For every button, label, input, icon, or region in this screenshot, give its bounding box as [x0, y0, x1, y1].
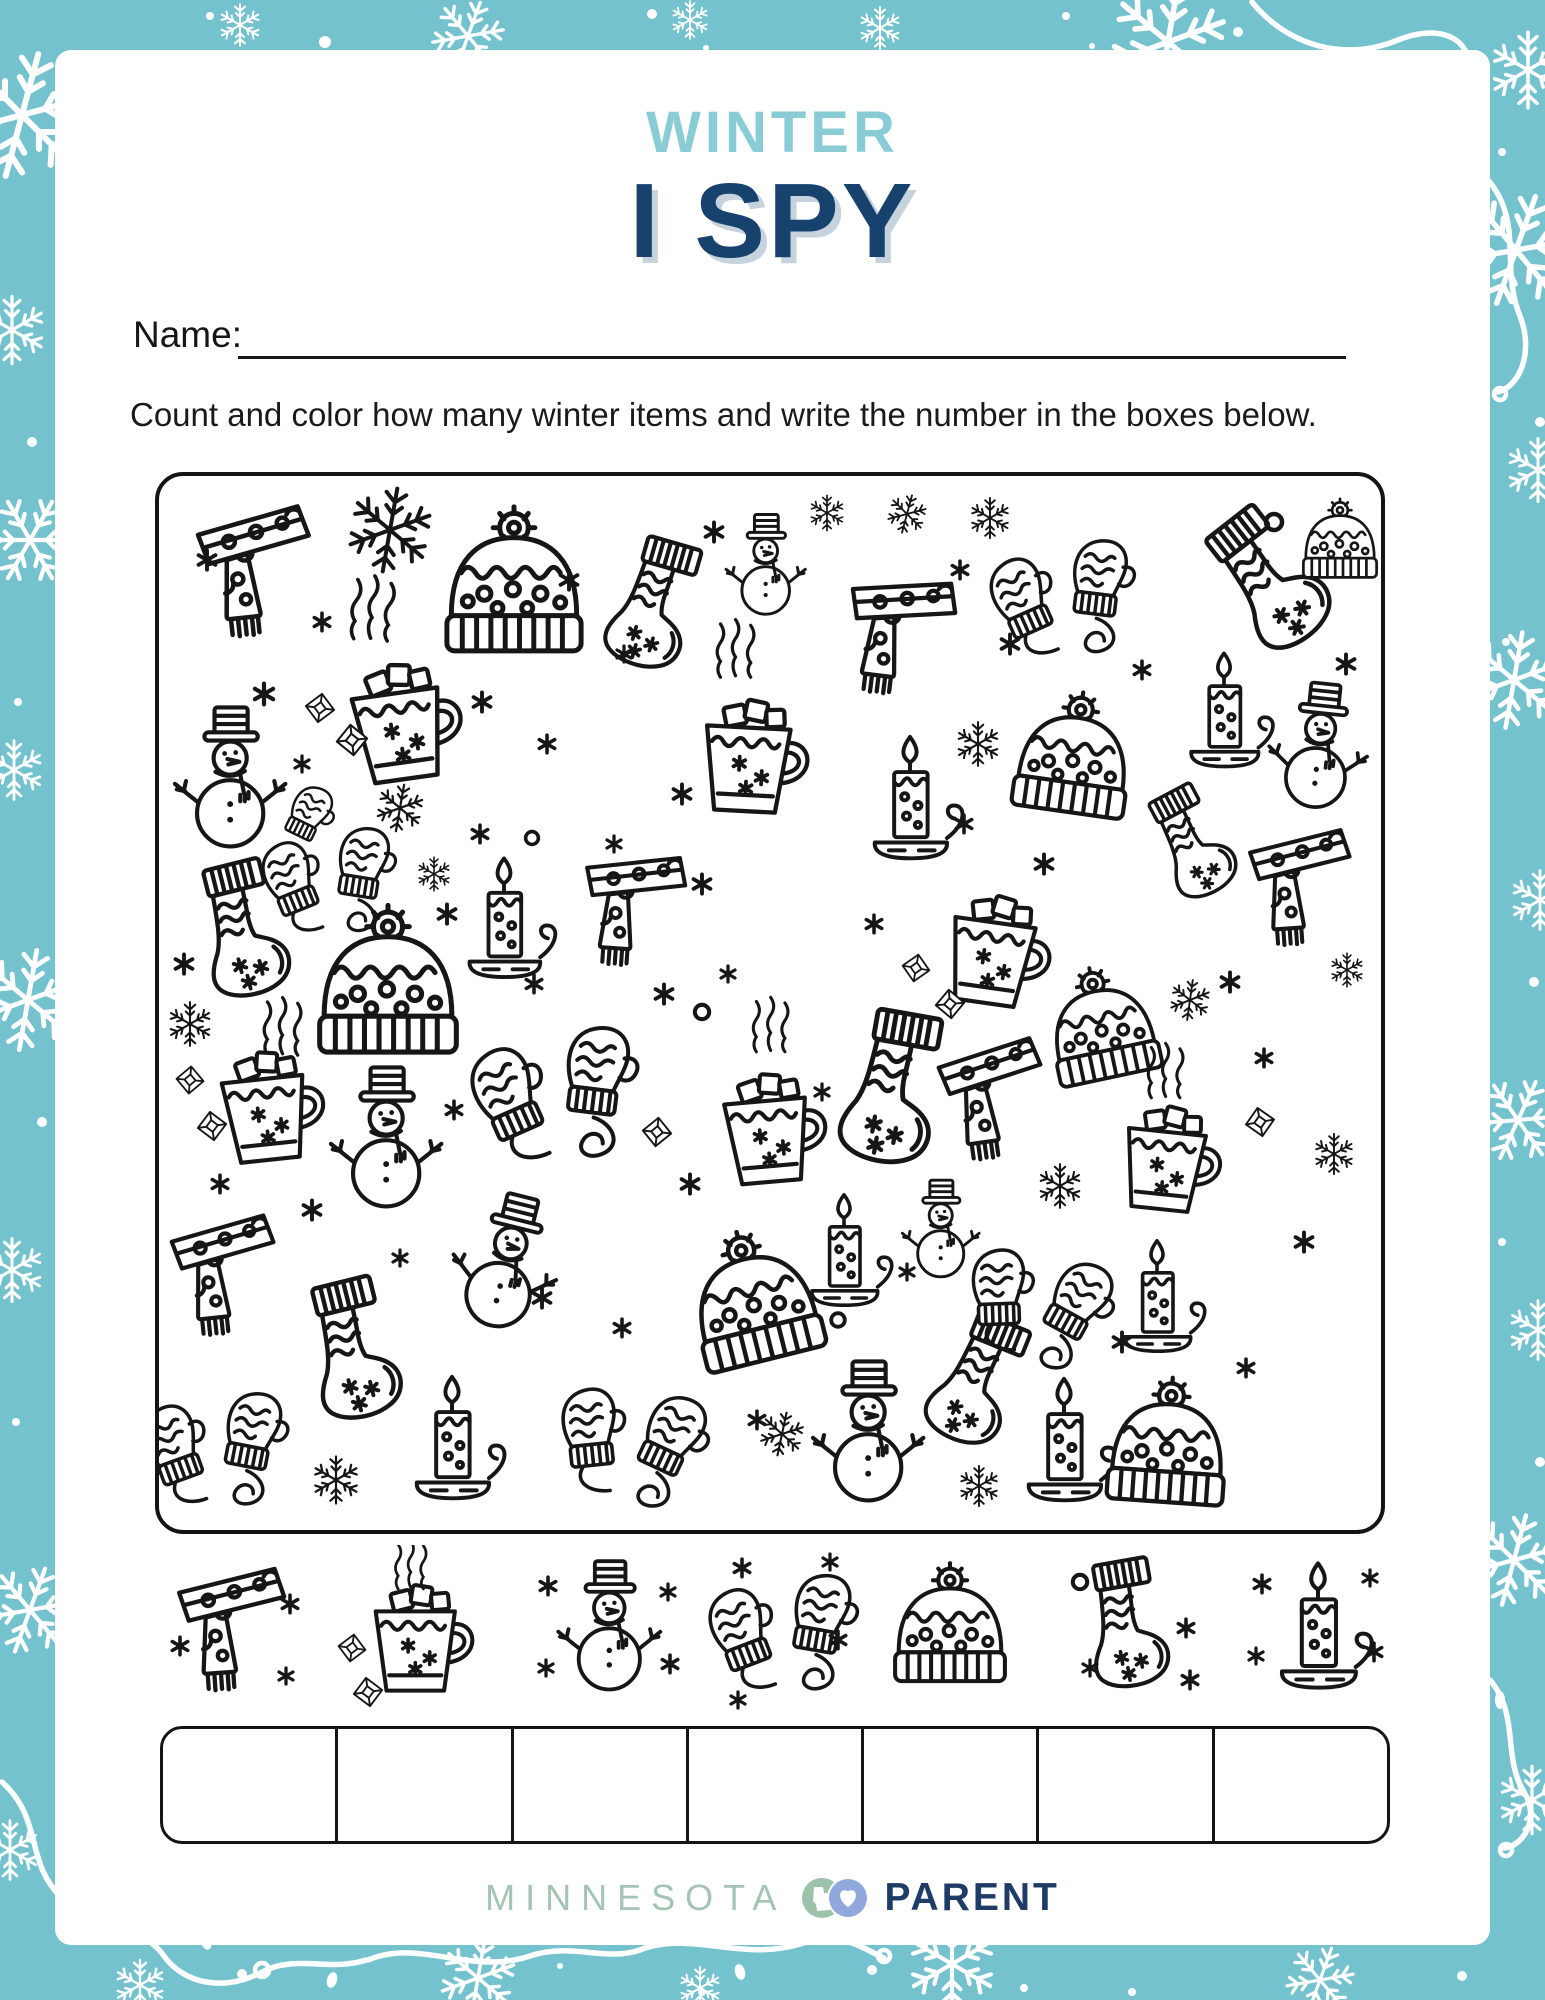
doodle-scarf: [936, 1037, 1052, 1163]
doodle-hat: [895, 1563, 1005, 1681]
doodle-hat: [1011, 685, 1139, 820]
doodle-dot: [695, 1005, 709, 1019]
doodle-star: [1222, 972, 1239, 991]
doodle-flake: [417, 857, 450, 891]
doodle-flake: [1038, 1164, 1081, 1208]
doodle-star: [314, 613, 329, 631]
doodle-star: [1338, 654, 1355, 673]
doodle-star: [176, 954, 193, 973]
doodle-flake: [970, 498, 1010, 538]
border-dot: [1457, 1971, 1467, 1981]
doodle-sock: [919, 1306, 1036, 1452]
doodle-star: [526, 975, 541, 993]
doodle-star: [607, 836, 621, 852]
doodle-snowman: [1263, 679, 1374, 812]
doodle-star: [694, 874, 711, 893]
doodle-flake: [373, 781, 427, 835]
doodle-hat: [677, 1217, 827, 1374]
page-title: [0, 100, 1545, 280]
doodle-steam: [264, 998, 301, 1056]
doodle-star: [706, 522, 723, 541]
doodle-dot: [1073, 1575, 1087, 1589]
doodle-steam: [396, 1545, 427, 1589]
doodle-star: [255, 684, 273, 705]
doodle-star: [1296, 1232, 1313, 1251]
doodle-sock: [836, 1006, 949, 1169]
instructions-text: Count and color how many winter items and write the number in the boxes below.: [130, 396, 1317, 433]
puzzle-scene: [159, 476, 1385, 1534]
doodle-star: [172, 1637, 187, 1655]
border-dot: [557, 1963, 563, 1969]
doodle-candle: [875, 737, 963, 858]
doodle-snowman: [439, 1184, 574, 1338]
doodle-star: [1256, 1049, 1271, 1067]
doodle-star: [279, 1668, 293, 1684]
doodle-snowman: [813, 1361, 923, 1500]
puzzle-box: [155, 472, 1385, 1534]
doodle-flake: [1330, 953, 1363, 987]
doodle-mitten: [282, 781, 343, 846]
doodle-star: [539, 1660, 553, 1676]
border-dot: [37, 1117, 47, 1127]
border-dot: [1233, 27, 1243, 37]
doodle-scarf: [170, 1215, 282, 1338]
doodle-star: [662, 1655, 677, 1673]
doodle-star: [1238, 1359, 1253, 1377]
border-teardrop: [1495, 1691, 1505, 1709]
doodle-star: [474, 692, 491, 711]
doodle-scarf: [1249, 830, 1355, 947]
doodle-star: [614, 1319, 629, 1337]
doodle-star: [952, 561, 967, 579]
doodle-flake: [168, 1002, 211, 1046]
doodle-diamond: [304, 692, 336, 724]
doodle-mug: [703, 697, 811, 814]
border-dot: [1020, 1984, 1028, 1992]
doodle-sock: [600, 532, 707, 675]
answer-box-sock[interactable]: [1039, 1729, 1214, 1841]
doodle-star: [1254, 1575, 1269, 1593]
doodle-scarf: [581, 852, 687, 969]
border-dot: [1089, 43, 1095, 49]
border-dot: [1529, 977, 1539, 987]
doodle-diamond: [196, 1110, 228, 1142]
border-dot: [27, 437, 37, 447]
doodle-flake: [1168, 977, 1213, 1022]
doodle-star: [823, 1554, 837, 1570]
doodle-candle: [1029, 1379, 1117, 1500]
doodle-candle: [812, 1195, 892, 1305]
doodle-scarf: [196, 506, 318, 640]
doodle-mug: [348, 656, 468, 785]
doodle-star: [1036, 854, 1053, 873]
doodle-mug: [722, 1069, 830, 1185]
doodle-star: [900, 1264, 914, 1280]
doodle-mittens: [700, 1566, 872, 1698]
doodle-flake: [956, 722, 999, 766]
doodle-candle: [1282, 1563, 1372, 1687]
doodle-mittens: [159, 1385, 301, 1511]
minnesota-parent-logo-icon: [800, 1874, 870, 1922]
doodle-snowman: [331, 1067, 441, 1206]
doodle-flake: [342, 481, 438, 578]
doodle-steam: [753, 997, 788, 1051]
doodle-star: [472, 825, 487, 843]
border-dot: [1502, 638, 1510, 646]
logo-word-parent: PARENT: [884, 1876, 1060, 1919]
doodle-sock: [297, 1274, 407, 1425]
doodle-star: [1249, 1648, 1263, 1664]
doodle-star: [682, 1174, 699, 1193]
doodle-flake: [810, 495, 845, 530]
doodle-star: [656, 984, 673, 1003]
doodle-candle: [470, 858, 556, 977]
doodle-snowman: [175, 707, 285, 846]
doodle-star: [212, 1175, 227, 1193]
border-dot: [1498, 1238, 1506, 1246]
doodle-star: [661, 1584, 675, 1600]
doodle-star: [393, 1250, 407, 1266]
footer-logo: [0, 1874, 1545, 1922]
doodle-star: [304, 1200, 321, 1219]
doodle-star: [1363, 1570, 1377, 1586]
border-dot: [1128, 1988, 1136, 1996]
doodle-flake: [1314, 1134, 1354, 1174]
doodle-snowman: [902, 1180, 979, 1277]
doodle-flake: [313, 1456, 359, 1503]
title-winter: WINTER: [646, 100, 899, 165]
doodle-mug: [944, 890, 1057, 1011]
doodle-star: [1134, 661, 1149, 679]
answer-box-candle[interactable]: [1215, 1729, 1387, 1841]
doodle-mug: [1121, 1102, 1226, 1215]
doodle-mittens: [543, 1370, 723, 1515]
doodle-steam: [1148, 1043, 1183, 1097]
doodle-hat: [1303, 499, 1376, 578]
answer-box-winter-hat[interactable]: [864, 1729, 1039, 1841]
doodle-hat: [320, 905, 457, 1052]
doodle-star: [734, 1559, 749, 1577]
doodle-star: [866, 915, 881, 933]
doodle-sock: [1137, 780, 1244, 905]
doodle-star: [674, 784, 691, 803]
doodle-flake: [884, 490, 931, 537]
doodle-star: [446, 1101, 461, 1119]
doodle-diamond: [641, 1116, 672, 1147]
title-i-spy: I SPY: [629, 162, 916, 280]
doodle-star: [721, 966, 735, 982]
doodle-diamond: [175, 1065, 204, 1094]
doodle-scarf: [178, 1568, 290, 1692]
doodle-star: [439, 904, 456, 923]
doodle-hat: [1039, 957, 1164, 1087]
answer-box-hot-cocoa[interactable]: [338, 1729, 513, 1841]
doodle-star: [815, 1084, 829, 1100]
doodle-star: [539, 735, 554, 753]
doodle-steam: [350, 575, 395, 642]
border-dot: [1535, 1457, 1545, 1467]
border-dot: [12, 1418, 20, 1426]
doodle-snowman: [726, 515, 805, 615]
answer-box-mittens[interactable]: [689, 1729, 864, 1841]
doodle-diamond: [1243, 1105, 1276, 1138]
border-dot: [647, 9, 657, 19]
doodle-star: [1178, 1619, 1193, 1637]
doodle-mug: [376, 1585, 473, 1691]
doodle-scarf: [841, 572, 959, 701]
name-input-line[interactable]: [238, 352, 1346, 359]
doodle-candle: [1125, 1241, 1205, 1351]
name-label: Name:: [133, 314, 242, 355]
doodle-mittens: [458, 1015, 657, 1172]
doodle-star: [295, 756, 309, 772]
doodle-mug: [219, 1046, 329, 1164]
logo-word-minnesota: MINNESOTA: [485, 1877, 787, 1918]
answer-key-icons: [140, 1545, 1400, 1715]
doodle-candle: [417, 1377, 505, 1498]
doodle-candle: [1191, 653, 1273, 766]
border-dot: [867, 1965, 877, 1975]
border-dot: [1535, 417, 1545, 427]
border-dot: [206, 12, 214, 20]
border-dot: [1062, 12, 1070, 20]
doodle-steam: [717, 620, 754, 678]
doodle-snowman: [558, 1561, 660, 1689]
doodle-flake: [959, 1466, 999, 1506]
doodle-diamond: [337, 1633, 368, 1664]
doodle-star: [1182, 1671, 1197, 1689]
doodle-dot: [526, 832, 539, 845]
doodle-star: [540, 1577, 555, 1595]
border-dot: [319, 36, 331, 48]
doodle-diamond: [352, 1676, 384, 1708]
doodle-hat: [1106, 1374, 1230, 1506]
border-dot: [698, 1988, 706, 1996]
answer-boxes-strip: [160, 1726, 1390, 1844]
answer-box-snowman[interactable]: [514, 1729, 689, 1841]
border-dot: [14, 698, 22, 706]
doodle-dot: [831, 1313, 845, 1327]
doodle-diamond: [900, 952, 932, 984]
doodle-star: [749, 1411, 764, 1429]
doodle-star: [731, 1692, 745, 1708]
answer-box-scarf[interactable]: [163, 1729, 338, 1841]
doodle-hat: [447, 507, 581, 651]
